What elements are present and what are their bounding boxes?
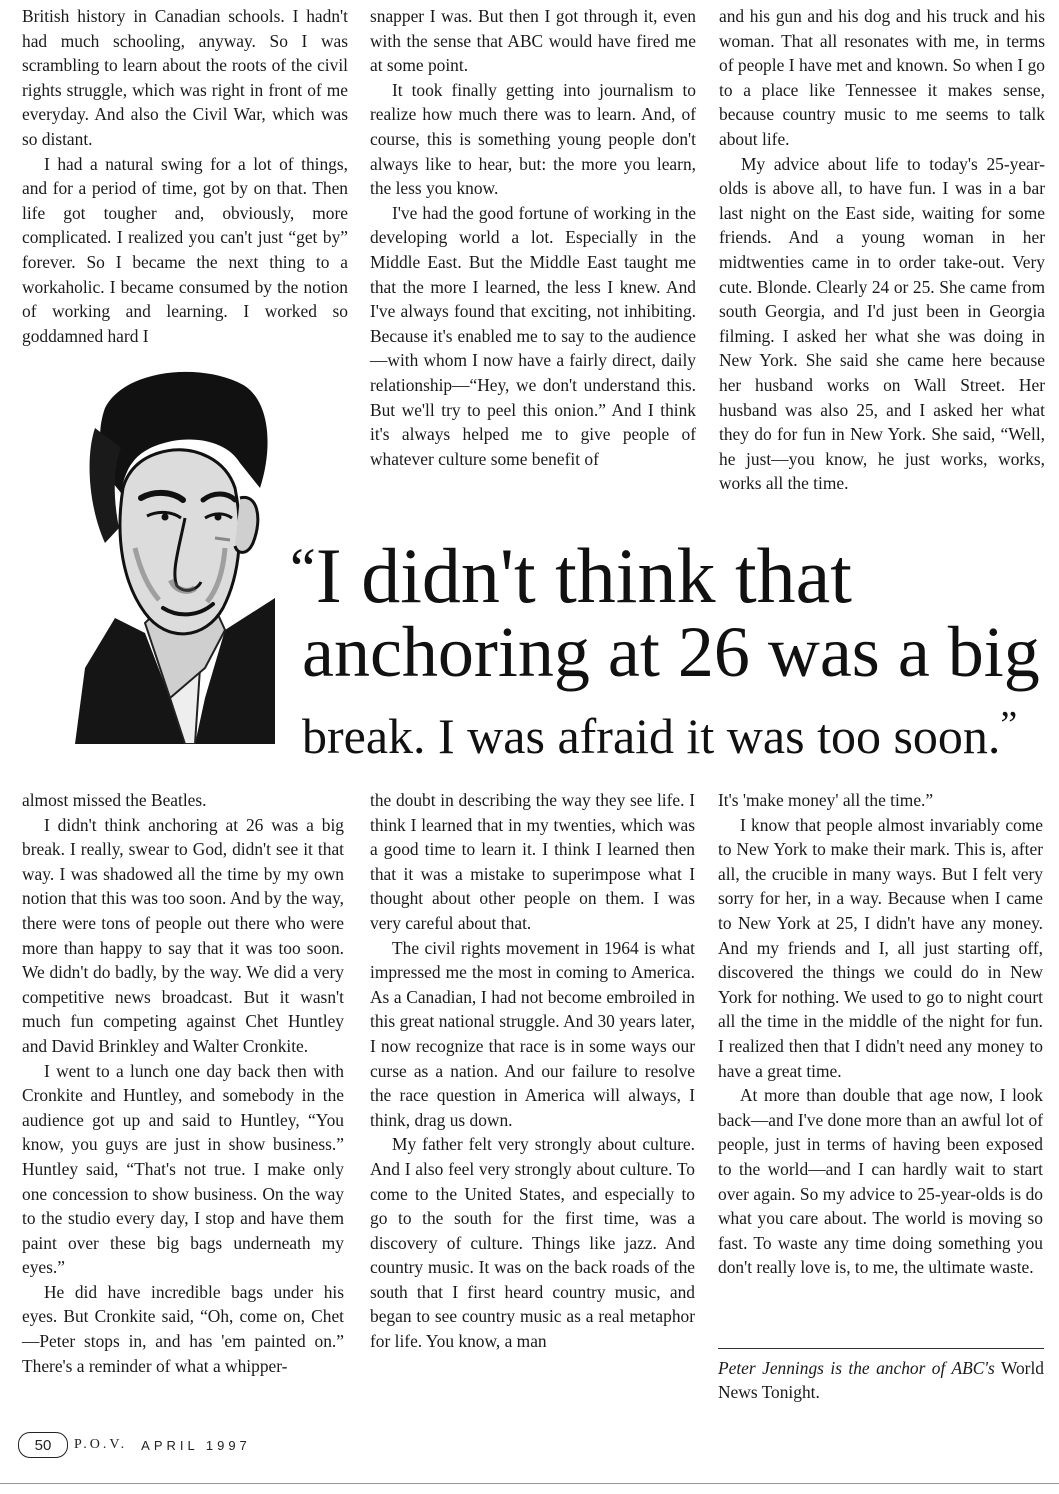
paragraph: The civil rights movement in 1964 is what impressed me the most in coming to America. As a Canadian, I had not become embroiled in this great national struggle. And 30 years later, I now recognize that race is in some ways our curse as a nation. And our failure to resolve the race question in America will always, I think, drag us down. <box>370 937 695 1130</box>
article-column-bottom-3 <box>718 788 1043 1280</box>
portrait-sketch-icon <box>75 368 275 744</box>
paragraph: It's 'make money' all the time.” <box>718 790 934 810</box>
bottom-rule <box>0 1483 1059 1484</box>
paragraph: He did have incredible bags under his eyes. But Cronkite said, “Oh, come on, Chet—Peter stops in, and has 'em painted on.” There's a reminder of what a whipper- <box>22 1281 344 1376</box>
paragraph: and his gun and his dog and his truck and his woman. That all resonates with me, in terms of people I have met and known. So when I go to a place like Tennessee it makes sense, because country music to me seems to talk about life. <box>719 6 1045 149</box>
article-column-top-3 <box>719 4 1045 496</box>
author-credit <box>718 1356 1044 1404</box>
paragraph: My advice about life to today's 25-year-olds is above all, to have fun. I was in a bar last night on the East side, waiting for some friends. And a young woman in her midtwenties came in to order take-out. Very cute. Blonde. Clearly 24 or 25. She came from south Georgia, and I'd just been in Georgia filming. I asked her what she was doing in New York. She said she came here because her husband works on Wall Street. Her husband was also 25, and I asked her what they do for fun in New York. She said, “Well, he just—you know, he just works, works, works all the time. <box>719 153 1045 494</box>
paragraph: almost missed the Beatles. <box>22 790 207 810</box>
close-quote-mark: ” <box>1000 704 1018 746</box>
article-column-bottom-2 <box>370 788 695 1354</box>
paragraph: I didn't think anchoring at 26 was a big break. I really, swear to God, didn't see it that way. I was shadowed all the time by my own notion that this was too soon. And by the way, there were tons of people out there who were more than happy to say that it was too soon. We didn't do badly, by the way. We did a very competitive news broadcast. But it wasn't much fun competing against Chet Huntley and David Brinkley and Walter Cronkite. <box>22 814 344 1056</box>
author-credit-show: World News Tonight. <box>718 1358 1044 1402</box>
pull-quote-line-3 <box>302 698 1017 763</box>
paragraph: I've had the good fortune of working in the developing world a lot. Especially in the Middle East. But the Middle East taught me that the more I learned, the less I knew. And I've always found that exciting, not inhibiting. Because it's enabled me to say to the audience—with whom I now have a fairly direct, daily relationship—“Hey, we don't understand this. But we'll try to peel this onion.” And I think it's always helped me to give people of whatever culture some benefit of <box>370 202 696 469</box>
paragraph: the doubt in describing the way they see life. I think I learned that in my twenties, which was a good time to learn it. I think I learned then that it was a mistake to superimpose what I thought about other people on them. I was very careful about that. <box>370 790 695 933</box>
publication-name: P.O.V. <box>74 1437 128 1452</box>
paragraph: At more than double that age now, I look back—and I've done more than an awful lot of people, just in terms of having been exposed to the world—and I can hardly wait to start over again. So my advice to 25-year-olds is do what you care about. The world is moving so fast. To waste any time doing something you don't really love is, to me, the ultimate waste. <box>718 1085 1043 1278</box>
pull-quote-line-1 <box>290 528 852 617</box>
paragraph: I had a natural swing for a lot of things, and for a period of time, got by on that. Then life got tougher and, obviously, more complicated. I realized you can't just “get by” forever. So I became the next thing to a workaholic. I became consumed by the notion of working and learning. I worked so goddamned hard I <box>22 153 348 346</box>
article-column-bottom-1 <box>22 788 344 1378</box>
issue-date: APRIL 1997 <box>141 1437 251 1453</box>
paragraph: My father felt very strongly about culture. And I also feel very strongly about culture. To come to the United States, and especially to go to the south for the first time, was a discovery of culture. Things like jazz. And country music. It was on the back roads of the south that I first heard country music, and began to see country music as a real metaphor for life. You know, a man <box>370 1134 695 1352</box>
portrait-illustration <box>75 368 275 744</box>
open-quote-mark: “ <box>290 536 316 601</box>
paragraph: It took finally getting into journalism to realize how much there was to learn. And, of course, this is something young people don't always like to hear, but: the more you learn, the less you know. <box>370 79 696 199</box>
article-column-top-1 <box>22 4 348 348</box>
paragraph: snapper I was. But then I got through it, even with the sense that ABC would have fired me at some point. <box>370 6 696 76</box>
pull-quote-text-3: break. I was afraid it was too soon. <box>302 708 1001 764</box>
page-number: 50 <box>18 1432 68 1458</box>
pull-quote-text-1: I didn't think that <box>315 532 852 619</box>
credit-divider <box>718 1348 1044 1349</box>
paragraph: I know that people almost invariably come to New York to make their mark. This is, after all, the crucible in many ways. But I felt very sorry for her, in a way. Because when I came to New York at 25, I didn't have any money. And my friends and I, all just starting off, discovered the things we could do in New York for nothing. We used to go to night court all the time in the middle of the night for fun. I realized then that I didn't need any money to have a great time. <box>718 814 1043 1081</box>
paragraph: British history in Canadian schools. I hadn't had much schooling, anyway. So I was scrambling to learn about the roots of the civil rights struggle, which was right in front of me everyday. And also the Civil War, which was so distant. <box>22 6 348 149</box>
paragraph: I went to a lunch one day back then with Cronkite and Huntley, and somebody in the audience got up and said to Huntley, “You know, you guys are just in show business.” Huntley said, “That's not true. I make only one concession to show business. On the way to the studio every day, I stop and have them paint over these big bags underneath my eyes.” <box>22 1060 344 1278</box>
page-footer <box>18 1430 251 1460</box>
author-credit-italic: Peter Jennings is the anchor of ABC's <box>718 1358 995 1378</box>
pull-quote-line-2: anchoring at 26 was a big <box>302 612 1040 692</box>
article-column-top-2 <box>370 4 696 471</box>
